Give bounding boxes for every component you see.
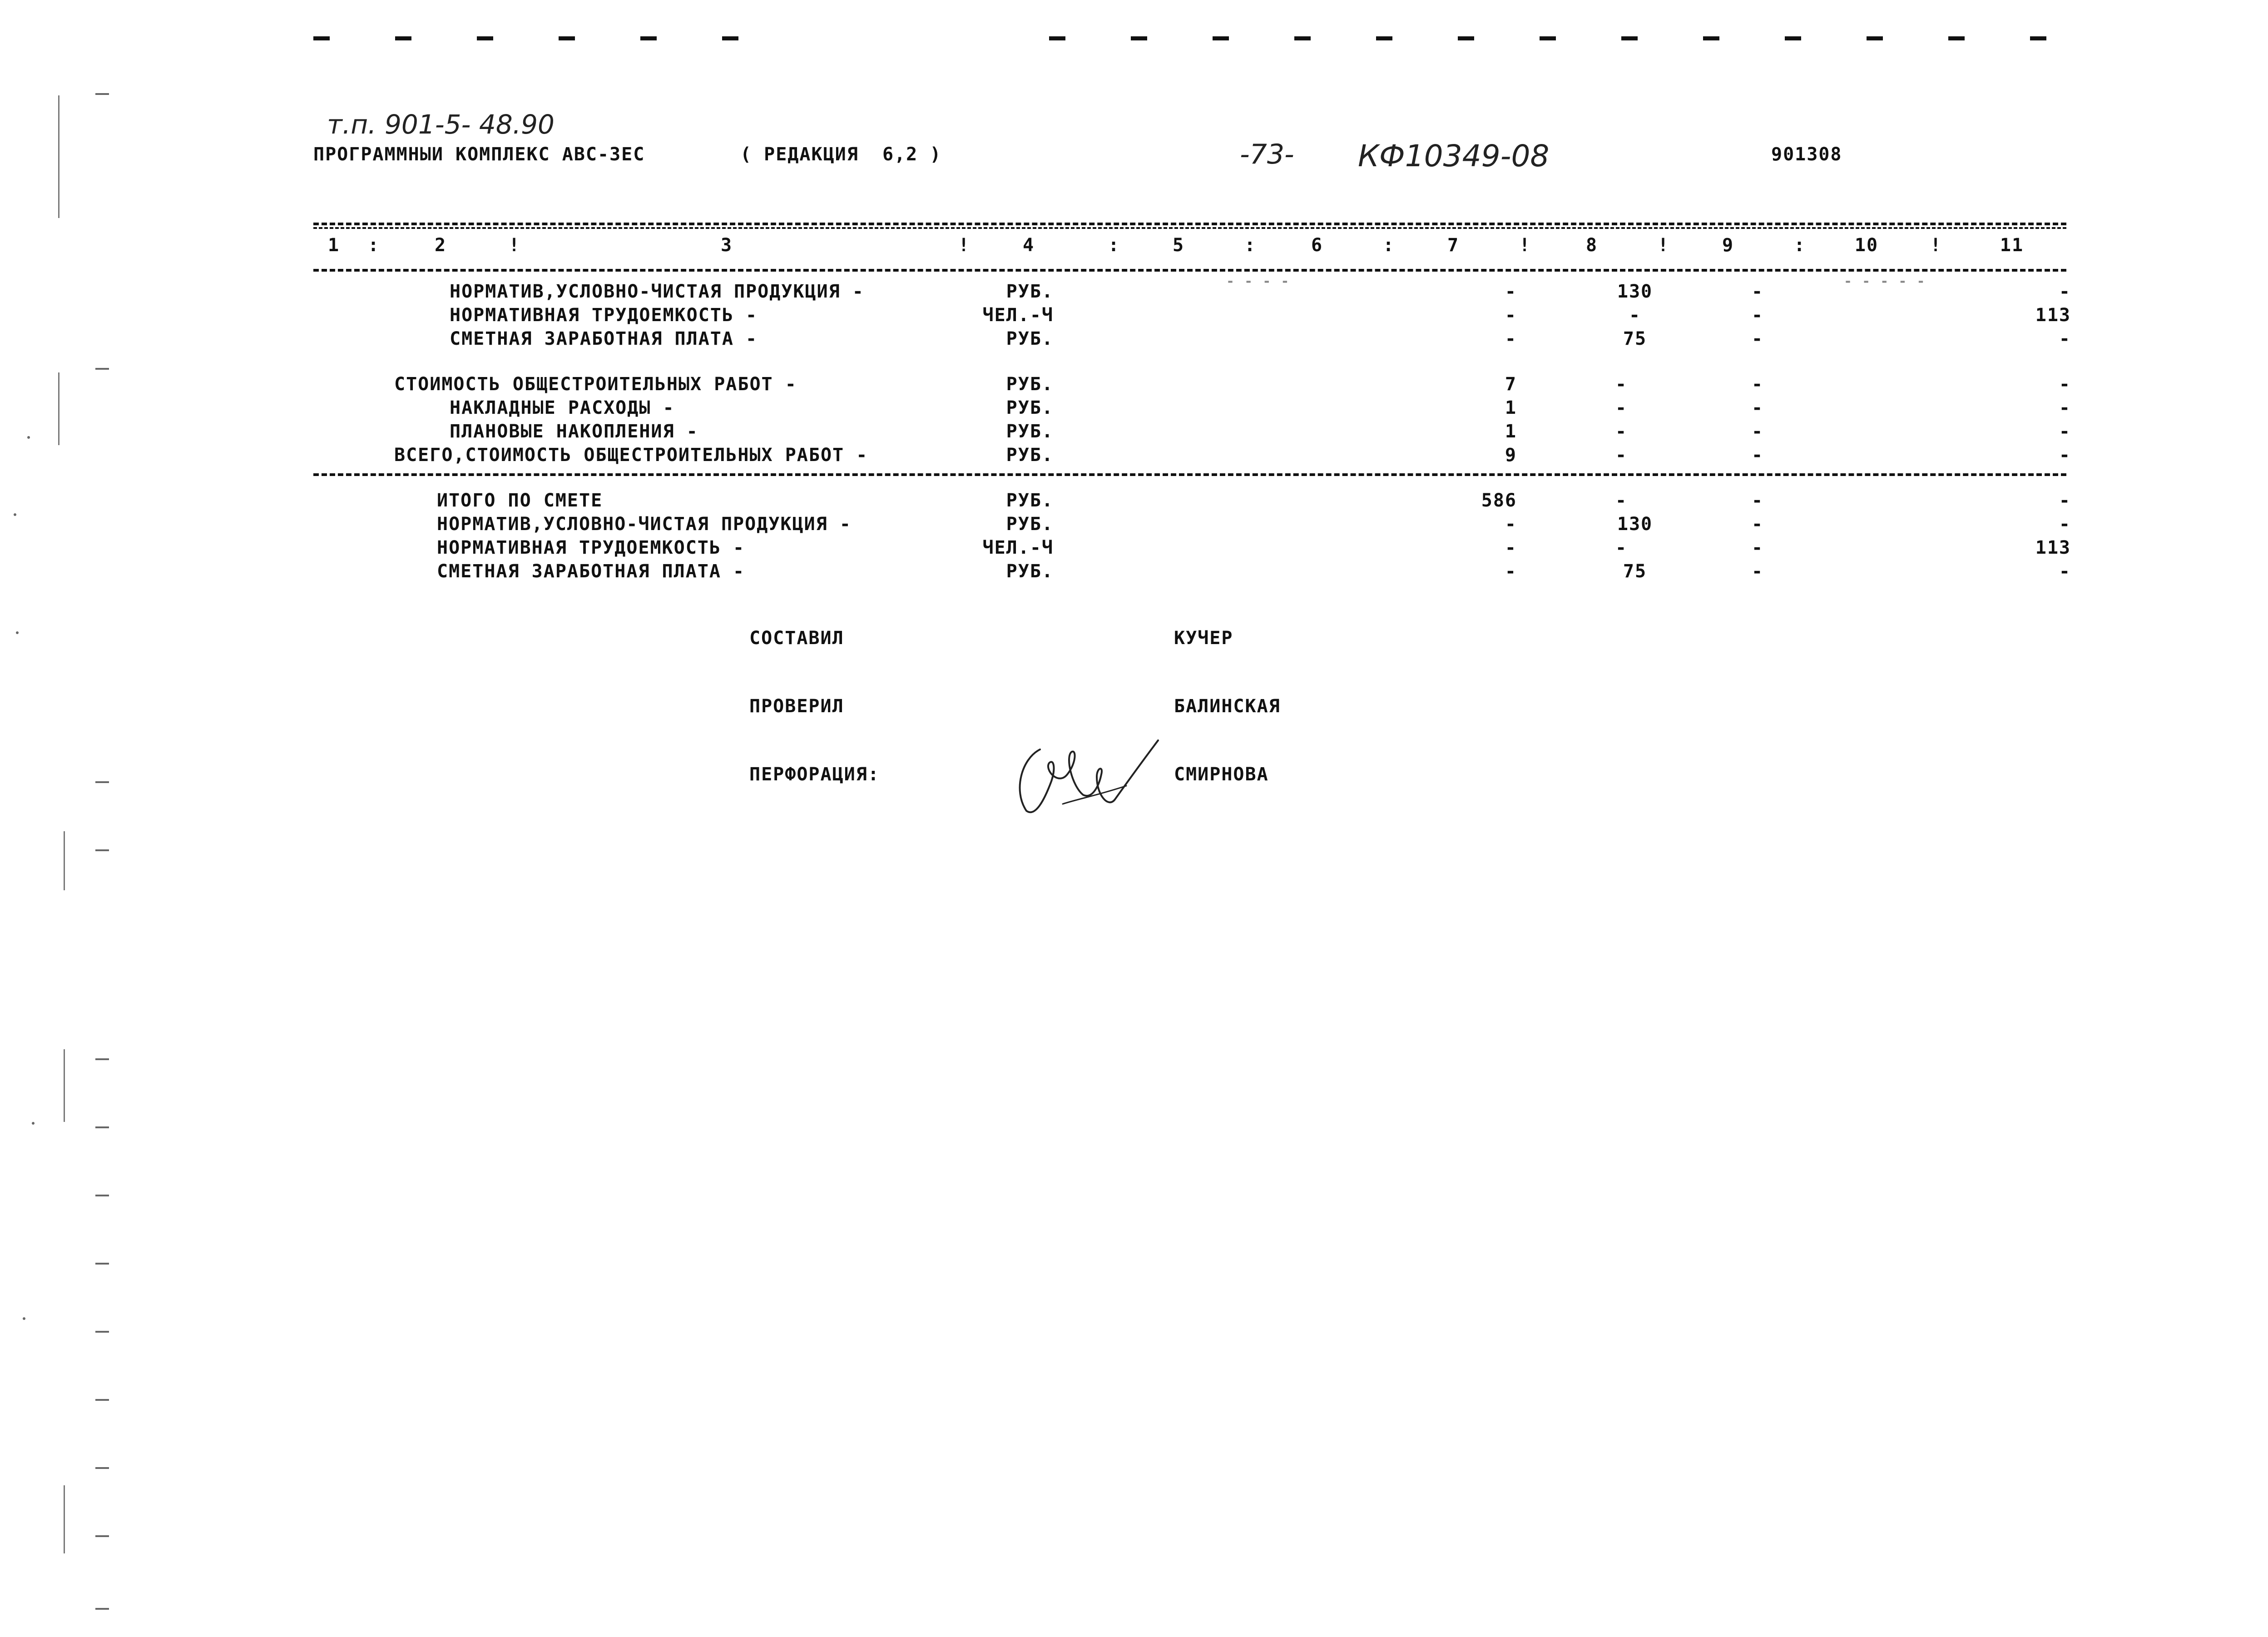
margin-mark — [95, 1126, 109, 1128]
role-perforation: ПЕРФОРАЦИЯ: — [749, 764, 880, 785]
col-header-3: 3 — [720, 235, 733, 256]
row-col11: 113 — [2035, 537, 2071, 558]
col-header-5: 5 — [1172, 235, 1185, 256]
tick-mark — [1703, 36, 1719, 40]
row-unit: РУБ. — [1006, 561, 1054, 582]
row-col7: 586 — [1481, 490, 1517, 511]
col-separator: : — [1794, 235, 1806, 256]
tick-mark — [1458, 36, 1474, 40]
row-col9: - — [1751, 445, 1764, 466]
row-col11: - — [2059, 397, 2071, 418]
row-col11: 113 — [2035, 305, 2071, 326]
row-col11: - — [2059, 445, 2071, 466]
row-col11: - — [2059, 328, 2071, 349]
row-unit: ЧЕЛ.-Ч — [982, 537, 1054, 558]
margin-mark — [95, 1608, 109, 1610]
margin-mark — [95, 93, 109, 95]
tick-mark — [1540, 36, 1556, 40]
row-label: НОРМАТИВ,УСЛОВНО-ЧИСТАЯ ПРОДУКЦИЯ - — [437, 514, 852, 535]
row-col11: - — [2059, 561, 2071, 582]
row-col7: - — [1505, 328, 1517, 349]
row-col9: - — [1751, 561, 1764, 582]
row-col8: - — [1629, 305, 1641, 326]
tick-mark — [722, 36, 738, 40]
row-col8: - — [1615, 490, 1628, 511]
margin-mark — [95, 1058, 109, 1060]
row-unit: РУБ. — [1006, 421, 1054, 442]
role-checked: ПРОВЕРИЛ — [749, 696, 844, 717]
tick-mark — [1785, 36, 1801, 40]
row-label: НОРМАТИВ,УСЛОВНО-ЧИСТАЯ ПРОДУКЦИЯ - — [450, 281, 864, 302]
row-label: НАКЛАДНЫЕ РАСХОДЫ - — [450, 397, 675, 418]
tick-mark — [1131, 36, 1147, 40]
tick-mark — [395, 36, 411, 40]
section-divider-rule — [313, 473, 2066, 476]
margin-line — [64, 831, 65, 890]
row-col9: - — [1751, 514, 1764, 535]
margin-mark — [95, 1535, 109, 1537]
row-unit: РУБ. — [1006, 281, 1054, 302]
row-col7: 1 — [1505, 421, 1517, 442]
tick-mark — [477, 36, 493, 40]
margin-line — [58, 372, 59, 445]
row-col9: - — [1751, 537, 1764, 558]
tick-mark — [1049, 36, 1065, 40]
row-label: СМЕТНАЯ ЗАРАБОТНАЯ ПЛАТА - — [450, 328, 758, 349]
tick-mark — [1294, 36, 1311, 40]
col-separator: ! — [1519, 235, 1531, 256]
tick-mark — [1948, 36, 1965, 40]
margin-mark — [95, 781, 109, 783]
col-header-9: 9 — [1722, 235, 1734, 256]
row-col9: - — [1751, 397, 1764, 418]
col-header-10: 10 — [1854, 235, 1879, 256]
row-label: СМЕТНАЯ ЗАРАБОТНАЯ ПЛАТА - — [437, 561, 745, 582]
row-col9: - — [1751, 421, 1764, 442]
row-col11: - — [2059, 490, 2071, 511]
row-col7: - — [1505, 281, 1517, 302]
col-separator: ! — [1930, 235, 1942, 256]
row-col9: - — [1751, 374, 1764, 395]
name-perforation: СМИРНОВА — [1174, 764, 1269, 785]
col-separator: ! — [958, 235, 971, 256]
margin-dot — [14, 513, 16, 516]
row-col7: 7 — [1505, 374, 1517, 395]
row-col8: 75 — [1623, 561, 1647, 582]
row-label: НОРМАТИВНАЯ ТРУДОЕМКОСТЬ - — [437, 537, 745, 558]
row-col7: - — [1505, 537, 1517, 558]
row-col7: 9 — [1505, 445, 1517, 466]
tick-mark — [313, 36, 330, 40]
row-col7: - — [1505, 561, 1517, 582]
margin-dot — [32, 1122, 35, 1125]
tick-mark — [1376, 36, 1392, 40]
row-col7: - — [1505, 305, 1517, 326]
col-header-7: 7 — [1447, 235, 1460, 256]
row-col9: - — [1751, 305, 1764, 326]
scan-artifact: - - - - — [1226, 273, 1290, 289]
handwritten-signature — [1008, 731, 1163, 822]
row-col8: - — [1615, 537, 1628, 558]
row-col8: - — [1615, 445, 1628, 466]
row-unit: РУБ. — [1006, 374, 1054, 395]
col-header-11: 11 — [2000, 235, 2024, 256]
row-col11: - — [2059, 421, 2071, 442]
name-compiled: КУЧЕР — [1174, 628, 1233, 649]
row-col8: 130 — [1617, 514, 1653, 535]
tick-mark — [2030, 36, 2046, 40]
row-col8: - — [1615, 374, 1628, 395]
row-unit: ЧЕЛ.-Ч — [982, 305, 1054, 326]
col-separator: : — [1383, 235, 1395, 256]
scan-artifact: - - - - - — [1844, 273, 1926, 289]
row-label: ВСЕГО,СТОИМОСТЬ ОБЩЕСТРОИТЕЛЬНЫХ РАБОТ - — [394, 445, 868, 466]
col-header-8: 8 — [1585, 235, 1598, 256]
tick-mark — [1621, 36, 1638, 40]
row-col9: - — [1751, 328, 1764, 349]
row-col11: - — [2059, 374, 2071, 395]
row-col9: - — [1751, 490, 1764, 511]
row-col8: 75 — [1623, 328, 1647, 349]
row-col7: - — [1505, 514, 1517, 535]
col-header-2: 2 — [434, 235, 447, 256]
row-unit: РУБ. — [1006, 397, 1054, 418]
name-checked: БАЛИНСКАЯ — [1174, 696, 1281, 717]
table-top-rule-2 — [313, 227, 2066, 229]
col-separator: : — [1108, 235, 1120, 256]
row-col11: - — [2059, 514, 2071, 535]
row-unit: РУБ. — [1006, 328, 1054, 349]
margin-mark — [95, 1399, 109, 1401]
col-separator: ! — [509, 235, 521, 256]
tick-mark — [1213, 36, 1229, 40]
margin-line — [58, 95, 59, 218]
row-col9: - — [1751, 281, 1764, 302]
page-number: -73- — [1240, 139, 1294, 170]
row-label: ИТОГО ПО СМЕТЕ — [437, 490, 603, 511]
tick-mark — [559, 36, 575, 40]
handwritten-reference: т.п. 901-5- 48.90 — [327, 109, 555, 140]
row-label: ПЛАНОВЫЕ НАКОПЛЕНИЯ - — [450, 421, 698, 442]
col-separator: ! — [1658, 235, 1670, 256]
table-top-rule — [313, 223, 2066, 225]
col-separator: : — [1244, 235, 1257, 256]
row-col8: - — [1615, 421, 1628, 442]
col-header-4: 4 — [1022, 235, 1035, 256]
tick-mark — [1867, 36, 1883, 40]
row-col11: - — [2059, 281, 2071, 302]
tick-mark — [640, 36, 657, 40]
document-number: 901308 — [1771, 144, 1842, 165]
margin-mark — [95, 1467, 109, 1469]
col-header-6: 6 — [1311, 235, 1323, 256]
row-unit: РУБ. — [1006, 490, 1054, 511]
margin-mark — [95, 368, 109, 370]
margin-mark — [95, 1195, 109, 1196]
row-unit: РУБ. — [1006, 445, 1054, 466]
margin-mark — [95, 849, 109, 851]
program-title: ПРОГРАММНЫИ КОМПЛЕКС АВС-3ЕС — [313, 144, 645, 165]
margin-mark — [95, 1263, 109, 1265]
document-code: КФ10349-08 — [1358, 139, 1550, 174]
margin-mark — [95, 1331, 109, 1333]
edition-label: ( РЕДАКЦИЯ 6,2 ) — [740, 144, 942, 165]
row-label: СТОИМОСТЬ ОБЩЕСТРОИТЕЛЬНЫХ РАБОТ - — [394, 374, 797, 395]
margin-line — [64, 1049, 65, 1122]
margin-dot — [23, 1317, 25, 1320]
row-col7: 1 — [1505, 397, 1517, 418]
row-unit: РУБ. — [1006, 514, 1054, 535]
row-col8: 130 — [1617, 281, 1653, 302]
row-label: НОРМАТИВНАЯ ТРУДОЕМКОСТЬ - — [450, 305, 758, 326]
header-bottom-rule — [313, 269, 2066, 272]
col-header-1: 1 — [327, 235, 340, 256]
margin-dot — [16, 631, 19, 634]
row-col8: - — [1615, 397, 1628, 418]
margin-dot — [27, 436, 30, 439]
col-separator: : — [368, 235, 380, 256]
role-compiled: СОСТАВИЛ — [749, 628, 844, 649]
margin-line — [64, 1485, 65, 1553]
